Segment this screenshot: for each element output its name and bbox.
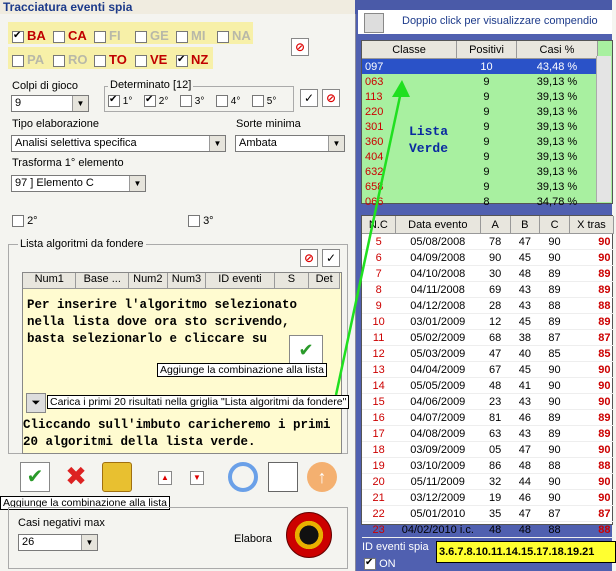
eventi-col-header[interactable]: B xyxy=(510,216,540,234)
note-funnel: Cliccando sull'imbuto caricheremo i primi 20 algoritmi della lista verde. xyxy=(23,418,331,449)
eventi-cell: 43 xyxy=(510,394,540,410)
eventi-cell: 69 xyxy=(480,282,510,298)
eventi-cell: 90 xyxy=(540,474,570,490)
eventi-cell: 04/12/2008 xyxy=(395,298,480,314)
eventi-cell: 81 xyxy=(480,410,510,426)
confirm-list-button[interactable]: ✓ xyxy=(322,249,340,267)
province-label: FI xyxy=(109,28,121,43)
eventi-cell: 35 xyxy=(480,506,510,522)
province-to[interactable] xyxy=(94,52,127,67)
eventi-cell: 47 xyxy=(510,234,540,250)
classi-col-header[interactable]: Positivi xyxy=(457,41,517,59)
province-checkbox[interactable] xyxy=(176,31,188,43)
province-fi[interactable] xyxy=(94,28,121,43)
province-checkbox[interactable] xyxy=(53,55,65,67)
province-label: CA xyxy=(68,28,87,43)
down-arrow-icon[interactable]: ▼ xyxy=(190,471,204,485)
eventi-cell: 20 xyxy=(362,474,395,490)
on-label: ON xyxy=(379,558,396,570)
classi-cell: 39,13 % xyxy=(536,120,578,133)
eventi-cell: 90 xyxy=(569,490,613,506)
funnel-icon-right[interactable] xyxy=(364,13,384,33)
eventi-cell: 90 xyxy=(540,234,570,250)
eventi-cell: 28 xyxy=(480,298,510,314)
chevron-down-icon: ▼ xyxy=(81,535,97,550)
right-header-text: Doppio click per visualizzare compendio xyxy=(402,15,598,27)
sorte-label: Sorte minima xyxy=(236,118,301,130)
eventi-cell: 89 xyxy=(569,426,613,442)
save-icon[interactable] xyxy=(268,462,298,492)
eventi-cell: 14 xyxy=(362,378,395,394)
eventi-cell: 05/11/2009 xyxy=(395,474,480,490)
trasforma-value: 97 ] Elemento C xyxy=(15,177,94,189)
province-checkbox[interactable] xyxy=(217,31,229,43)
pos2-label: 2° xyxy=(27,215,38,227)
classi-cell: 632 xyxy=(365,165,384,178)
province-label: VE xyxy=(150,52,168,67)
lista-verde-note: Lista Verde xyxy=(409,124,449,156)
window-title: Tracciatura eventi spia xyxy=(0,0,358,14)
eventi-cell: 89 xyxy=(540,282,570,298)
eventi-cell: 88 xyxy=(569,298,613,314)
eventi-cell: 88 xyxy=(540,298,570,314)
eventi-cell: 46 xyxy=(510,410,540,426)
province-label: TO xyxy=(109,52,127,67)
eventi-cell: 78 xyxy=(480,234,510,250)
eventi-cell: 89 xyxy=(569,314,613,330)
determinato-option[interactable] xyxy=(144,95,168,107)
eventi-cell: 5 xyxy=(362,234,395,250)
eventi-cell: 05/03/2009 xyxy=(395,346,480,362)
pos2-option[interactable] xyxy=(12,215,38,227)
eventi-cell: 90 xyxy=(569,250,613,266)
determinato-label: Determinato [12] xyxy=(110,79,192,91)
add-combination-icon: ✔ xyxy=(289,335,323,365)
eventi-cell: 04/06/2009 xyxy=(395,394,480,410)
determinato-checkbox[interactable] xyxy=(108,95,120,107)
eventi-col-header[interactable]: Data evento xyxy=(395,216,480,234)
pos3-checkbox[interactable] xyxy=(188,215,200,227)
eventi-cell: 45 xyxy=(510,250,540,266)
eventi-cell: 90 xyxy=(540,394,570,410)
tipo-label: Tipo elaborazione xyxy=(12,118,100,130)
eventi-cell: 47 xyxy=(510,506,540,522)
eventi-cell: 44 xyxy=(510,474,540,490)
eventi-cell: 45 xyxy=(510,362,540,378)
eventi-cell: 17 xyxy=(362,426,395,442)
pos2-checkbox[interactable] xyxy=(12,215,24,227)
classi-cell: 113 xyxy=(365,90,383,103)
eventi-cell: 04/11/2008 xyxy=(395,282,480,298)
note-insert: Per inserire l'algoritmo selezionato nella lista dove ora sto scrivendo, basta selezionarlo e cliccare su xyxy=(27,298,298,346)
id-eventi-value[interactable]: 3.6.7.8.10.11.14.15.17.18.19.21 xyxy=(436,541,616,563)
classi-cell: 9 xyxy=(483,180,490,193)
eventi-cell: 15 xyxy=(362,394,395,410)
on-checkbox[interactable] xyxy=(364,558,376,570)
sorte-value: Ambata xyxy=(239,137,277,149)
classi-cell: 9 xyxy=(483,120,490,133)
province-checkbox[interactable] xyxy=(53,31,65,43)
classi-cell: 10 xyxy=(480,60,493,73)
eventi-cell: 9 xyxy=(362,298,395,314)
eventi-row[interactable] xyxy=(362,474,614,490)
province-ca[interactable] xyxy=(53,28,87,43)
eventi-cell: 88 xyxy=(540,522,570,538)
eventi-cell: 87 xyxy=(540,506,570,522)
eventi-cell: 12 xyxy=(362,346,395,362)
province-ba[interactable] xyxy=(12,28,46,43)
eventi-cell: 6 xyxy=(362,250,395,266)
col-num2[interactable]: Num2 xyxy=(129,273,168,289)
province-label: MI xyxy=(191,28,206,43)
determinato-option[interactable] xyxy=(108,95,132,107)
eventi-cell: 85 xyxy=(540,346,570,362)
eventi-cell: 48 xyxy=(510,522,540,538)
eventi-row[interactable] xyxy=(362,426,614,442)
col-num1[interactable]: Num1 xyxy=(23,273,76,289)
pos3-option[interactable] xyxy=(188,215,214,227)
delete-button[interactable]: ✖ xyxy=(65,461,87,491)
classi-row[interactable] xyxy=(362,59,598,75)
determinato-option[interactable] xyxy=(252,95,276,107)
eventi-cell: 40 xyxy=(510,346,540,362)
classi-cell: 9 xyxy=(483,135,490,148)
eventi-cell: 87 xyxy=(569,330,613,346)
province-ve[interactable] xyxy=(135,52,167,67)
eventi-col-header[interactable]: A xyxy=(480,216,510,234)
province-mi[interactable] xyxy=(176,28,205,43)
classi-cell: 9 xyxy=(483,105,490,118)
eventi-cell: 12 xyxy=(480,314,510,330)
eventi-row[interactable] xyxy=(362,490,614,506)
chevron-down-icon: ▼ xyxy=(209,136,225,151)
col-base[interactable]: Base ... xyxy=(76,273,129,289)
province-checkbox[interactable] xyxy=(12,55,24,67)
eventi-cell: 8 xyxy=(362,282,395,298)
eventi-col-header[interactable]: N.C xyxy=(362,216,395,234)
province-checkbox[interactable] xyxy=(135,31,147,43)
eventi-col-header[interactable]: C xyxy=(540,216,570,234)
classi-cell: 066 xyxy=(365,195,384,208)
classi-cell: 39,13 % xyxy=(536,150,578,163)
colpi-value: 9 xyxy=(15,97,22,109)
eventi-cell: 47 xyxy=(510,442,540,458)
province-label: GE xyxy=(150,28,169,43)
clear-provinces-button[interactable]: ⊘ xyxy=(291,38,309,56)
classi-col-header[interactable]: Casi % xyxy=(516,41,597,59)
classi-cell: 301 xyxy=(365,120,384,133)
annotation-arrow xyxy=(330,75,420,415)
province-na[interactable] xyxy=(217,28,251,43)
eventi-cell: 05/02/2009 xyxy=(395,330,480,346)
eventi-cell: 48 xyxy=(480,522,510,538)
province-checkbox[interactable] xyxy=(135,55,147,67)
tooltip-add-2: Aggiunge la combinazione alla lista xyxy=(0,496,170,510)
eventi-cell: 05/05/2009 xyxy=(395,378,480,394)
eventi-cell: 19 xyxy=(480,490,510,506)
province-checkbox[interactable] xyxy=(176,55,188,67)
determinato-option-label: 5° xyxy=(264,96,277,107)
eventi-cell: 90 xyxy=(569,394,613,410)
col-s[interactable]: S xyxy=(275,273,310,289)
chevron-down-icon: ▼ xyxy=(72,96,88,111)
trasforma-select[interactable] xyxy=(11,175,146,192)
classi-cell: 658 xyxy=(365,180,384,193)
eventi-cell: 03/01/2009 xyxy=(395,314,480,330)
classi-cell: 9 xyxy=(483,150,490,163)
province-label: PA xyxy=(27,52,45,67)
eventi-cell: 05/01/2010 xyxy=(395,506,480,522)
casi-select[interactable] xyxy=(18,534,98,551)
eventi-row[interactable] xyxy=(362,522,614,538)
eventi-cell: 23 xyxy=(362,522,395,538)
classi-scrollbar[interactable] xyxy=(596,56,611,202)
classi-cell: 097 xyxy=(365,60,384,73)
eventi-cell: 90 xyxy=(540,250,570,266)
eventi-cell: 41 xyxy=(510,378,540,394)
tipo-select[interactable] xyxy=(11,135,226,152)
province-label: RO xyxy=(68,52,88,67)
eventi-cell: 18 xyxy=(362,442,395,458)
classi-cell: 404 xyxy=(365,150,384,163)
eventi-cell: 89 xyxy=(540,410,570,426)
algoritmi-header xyxy=(23,273,340,289)
eventi-cell: 89 xyxy=(540,266,570,282)
determinato-option[interactable] xyxy=(216,95,240,107)
classi-cell: 39,13 % xyxy=(536,180,578,193)
classi-cell: 43,48 % xyxy=(536,60,578,73)
col-det[interactable]: Det xyxy=(309,273,340,289)
eventi-cell: 03/09/2009 xyxy=(395,442,480,458)
col-num3[interactable]: Num3 xyxy=(168,273,207,289)
on-toggle[interactable] xyxy=(364,558,396,570)
eventi-row[interactable] xyxy=(362,442,614,458)
eventi-cell: 05/08/2008 xyxy=(395,234,480,250)
eventi-cell: 90 xyxy=(540,362,570,378)
elabora-label: Elabora xyxy=(234,533,272,545)
eventi-cell: 90 xyxy=(569,378,613,394)
eventi-cell: 87 xyxy=(569,506,613,522)
pos3-label: 3° xyxy=(203,215,214,227)
eventi-cell: 10 xyxy=(362,314,395,330)
eventi-cell: 04/02/2010 i.c. xyxy=(395,522,480,538)
eventi-cell: 67 xyxy=(480,362,510,378)
determinato-option-label: 1° xyxy=(120,96,133,107)
tipo-value: Analisi selettiva specifica xyxy=(15,137,137,149)
tooltip-add: Aggiunge la combinazione alla lista xyxy=(157,363,327,377)
classi-cell: 39,13 % xyxy=(536,75,578,88)
lista-algoritmi-label: Lista algoritmi da fondere xyxy=(20,238,144,250)
colpi-select[interactable] xyxy=(11,95,89,112)
eventi-cell: 63 xyxy=(480,426,510,442)
determinato-checkbox[interactable] xyxy=(252,95,264,107)
eventi-cell: 90 xyxy=(569,362,613,378)
eventi-cell: 38 xyxy=(510,330,540,346)
eventi-row[interactable] xyxy=(362,458,614,474)
classi-cell: 063 xyxy=(365,75,384,88)
eventi-cell: 89 xyxy=(540,426,570,442)
classi-cell: 34,78 % xyxy=(536,195,578,208)
province-nz[interactable] xyxy=(176,52,208,67)
eventi-col-header[interactable]: X tras xyxy=(569,216,613,234)
eventi-cell: 86 xyxy=(480,458,510,474)
eventi-cell: 22 xyxy=(362,506,395,522)
eventi-cell: 89 xyxy=(569,410,613,426)
classi-cell: 8 xyxy=(483,195,490,208)
classi-cell: 9 xyxy=(483,90,490,103)
eventi-cell: 48 xyxy=(510,458,540,474)
eventi-cell: 88 xyxy=(569,522,613,538)
col-id-eventi[interactable]: ID eventi xyxy=(206,273,274,289)
determinato-checkbox[interactable] xyxy=(180,95,192,107)
eventi-cell: 43 xyxy=(510,298,540,314)
province-pa[interactable] xyxy=(12,52,44,67)
eventi-cell: 45 xyxy=(510,314,540,330)
eventi-cell: 88 xyxy=(540,458,570,474)
eventi-cell: 7 xyxy=(362,266,395,282)
eventi-cell: 13 xyxy=(362,362,395,378)
eventi-cell: 16 xyxy=(362,410,395,426)
determinato-option-label: 2° xyxy=(156,96,169,107)
casi-label: Casi negativi max xyxy=(18,517,105,529)
eventi-cell: 04/09/2008 xyxy=(395,250,480,266)
eventi-cell: 21 xyxy=(362,490,395,506)
eventi-cell: 04/07/2009 xyxy=(395,410,480,426)
refresh-icon[interactable] xyxy=(228,462,258,492)
trasforma-label: Trasforma 1° elemento xyxy=(12,157,124,169)
eventi-row[interactable] xyxy=(362,506,614,522)
up-arrow-icon[interactable]: ▲ xyxy=(158,471,172,485)
province-checkbox[interactable] xyxy=(12,31,24,43)
eventi-cell: 90 xyxy=(540,378,570,394)
classi-cell: 220 xyxy=(365,105,384,118)
add-button[interactable]: ✔ xyxy=(20,462,50,492)
province-label: BA xyxy=(27,28,46,43)
eventi-cell: 68 xyxy=(480,330,510,346)
eventi-cell: 89 xyxy=(540,314,570,330)
eventi-cell: 30 xyxy=(480,266,510,282)
eventi-cell: 48 xyxy=(510,266,540,282)
classi-cell: 9 xyxy=(483,165,490,178)
eventi-cell: 87 xyxy=(540,330,570,346)
province-ge[interactable] xyxy=(135,28,169,43)
classi-cell: 39,13 % xyxy=(536,105,578,118)
classi-cell: 39,13 % xyxy=(536,165,578,178)
eventi-cell: 90 xyxy=(540,442,570,458)
eventi-cell: 04/08/2009 xyxy=(395,426,480,442)
classi-cell: 39,13 % xyxy=(536,90,578,103)
check-all-button[interactable]: ✓ xyxy=(300,89,318,107)
tooltip-load: Carica i primi 20 risultati nella griglia "Lista algoritmi da fondere" xyxy=(47,395,349,409)
eventi-cell: 88 xyxy=(569,458,613,474)
classi-cell: 39,13 % xyxy=(536,135,578,148)
determinato-option[interactable] xyxy=(180,95,204,107)
eventi-cell: 48 xyxy=(480,378,510,394)
eventi-cell: 85 xyxy=(569,346,613,362)
eventi-cell: 90 xyxy=(569,474,613,490)
eventi-cell: 89 xyxy=(569,282,613,298)
chevron-down-icon: ▼ xyxy=(328,136,344,151)
bucket-button[interactable] xyxy=(102,462,132,492)
eventi-cell: 47 xyxy=(480,346,510,362)
eventi-cell: 11 xyxy=(362,330,395,346)
eventi-cell: 89 xyxy=(569,266,613,282)
eventi-cell: 03/10/2009 xyxy=(395,458,480,474)
eventi-cell: 04/10/2008 xyxy=(395,266,480,282)
eventi-cell: 32 xyxy=(480,474,510,490)
eventi-cell: 43 xyxy=(510,426,540,442)
elabora-button[interactable] xyxy=(286,512,332,558)
eventi-cell: 43 xyxy=(510,282,540,298)
funnel-icon: ⏷ xyxy=(26,393,46,413)
eventi-cell: 90 xyxy=(480,250,510,266)
casi-value: 26 xyxy=(22,536,35,548)
eventi-cell: 04/04/2009 xyxy=(395,362,480,378)
eventi-cell: 90 xyxy=(569,442,613,458)
eventi-cell: 90 xyxy=(540,490,570,506)
determinato-option-label: 3° xyxy=(192,96,205,107)
colpi-label: Colpi di gioco xyxy=(12,80,79,92)
eventi-cell: 19 xyxy=(362,458,395,474)
uncheck-all-button[interactable]: ⊘ xyxy=(322,89,340,107)
eventi-cell: 03/12/2009 xyxy=(395,490,480,506)
eventi-cell: 23 xyxy=(480,394,510,410)
province-label: NZ xyxy=(191,52,209,67)
eventi-cell: 46 xyxy=(510,490,540,506)
province-label: NA xyxy=(232,28,251,43)
province-checkbox[interactable] xyxy=(94,55,106,67)
determinato-option-label: 4° xyxy=(228,96,241,107)
classi-col-header[interactable]: Classe xyxy=(362,41,457,59)
determinato-checkbox[interactable] xyxy=(216,95,228,107)
classi-cell: 360 xyxy=(365,135,384,148)
classi-cell: 9 xyxy=(483,75,490,88)
chevron-down-icon: ▼ xyxy=(129,176,145,191)
sorte-select[interactable] xyxy=(235,135,345,152)
province-ro[interactable] xyxy=(53,52,88,67)
determinato-checkbox[interactable] xyxy=(144,95,156,107)
id-eventi-label: ID eventi spia xyxy=(362,541,429,553)
eventi-cell: 05 xyxy=(480,442,510,458)
clear-list-button[interactable]: ⊘ xyxy=(300,249,318,267)
eventi-cell: 90 xyxy=(569,234,613,250)
up-circle-icon[interactable]: ↑ xyxy=(307,462,337,492)
province-checkbox[interactable] xyxy=(94,31,106,43)
